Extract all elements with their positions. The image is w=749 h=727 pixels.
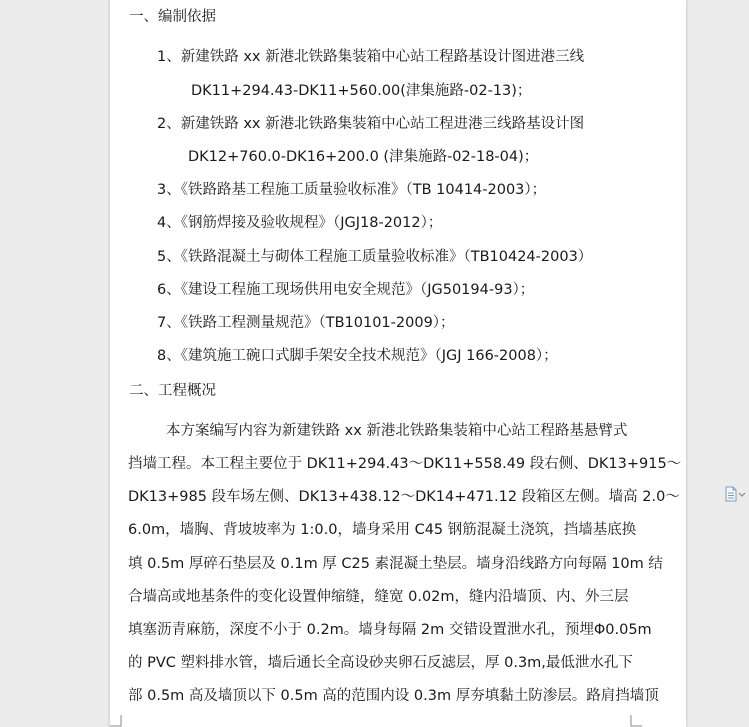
basis-item-7: 7、《铁路工程测量规范》（TB10101-2009）； <box>157 315 455 331</box>
basis-item-5: 5、《铁路混凝土与砌体工程施工质量验收标准》（TB10424-2003） <box>157 249 593 265</box>
basis-item-4: 4、《钢筋焊接及验收规程》（JGJ18-2012）； <box>157 215 443 231</box>
overview-line: 填塞沥青麻筋，深度不小于 0.2m。墙身每隔 2m 交错设置泄水孔，预埋Φ0.05m <box>128 622 652 638</box>
overview-line: 本方案编写内容为新建铁路 xx 新港北铁路集装箱中心站工程路基悬臂式 <box>166 423 628 439</box>
page-corner-mark-right <box>630 715 642 727</box>
section-heading-overview: 二、工程概况 <box>129 383 216 399</box>
overview-line: 挡墙工程。本工程主要位于 DK11+294.43～DK11+558.49 段右侧、DK13+915～ <box>128 456 682 472</box>
overview-line: 合墙高或地基条件的变化设置伸缩缝，缝宽 0.02m，缝内沿墙顶、内、外三层 <box>128 589 629 605</box>
document-icon[interactable] <box>724 486 746 502</box>
overview-line: 的 PVC 塑料排水管，墙后通长全高设砂夹卵石反滤层，厚 0.3m,最低泄水孔下 <box>128 655 633 671</box>
basis-item-6: 6、《建设工程施工现场供用电安全规范》（JG50194-93）； <box>157 282 535 298</box>
basis-item-1-cont: DK11+294.43-DK11+560.00(津集施路-02-13)； <box>191 83 532 99</box>
overview-line: 6.0m，墙胸、背坡坡率为 1:0.0，墙身采用 C45 钢筋混凝土浇筑，挡墙基底换 <box>128 522 637 538</box>
page-corner-mark-left <box>110 715 122 727</box>
basis-item-1: 1、新建铁路 xx 新港北铁路集装箱中心站工程路基设计图进港三线 <box>157 49 585 65</box>
overview-line: 填 0.5m 厚碎石垫层及 0.1m 厚 C25 素混凝土垫层。墙身沿线路方向每隔 10m 结 <box>128 556 663 572</box>
section-heading-basis: 一、编制依据 <box>129 9 216 25</box>
basis-item-2-cont: DK12+760.0-DK16+200.0 (津集施路-02-18-04)； <box>188 149 539 165</box>
overview-line: DK13+985 段车场左侧、DK13+438.12～DK14+471.12 段箱区左侧。墙高 2.0～ <box>128 489 680 505</box>
basis-item-2: 2、新建铁路 xx 新港北铁路集装箱中心站工程进港三线路基设计图 <box>157 116 585 132</box>
overview-line: 部 0.5m 高及墙顶以下 0.5m 高的范围内设 0.3m 厚夯填黏土防渗层。路肩挡墙顶 <box>128 688 659 704</box>
basis-item-8: 8、《建筑施工碗口式脚手架安全技术规范》（JGJ 166-2008）； <box>157 348 558 364</box>
basis-item-3: 3、《铁路路基工程施工质量验收标准》（TB 10414-2003）； <box>157 182 547 198</box>
document-page <box>110 0 686 727</box>
